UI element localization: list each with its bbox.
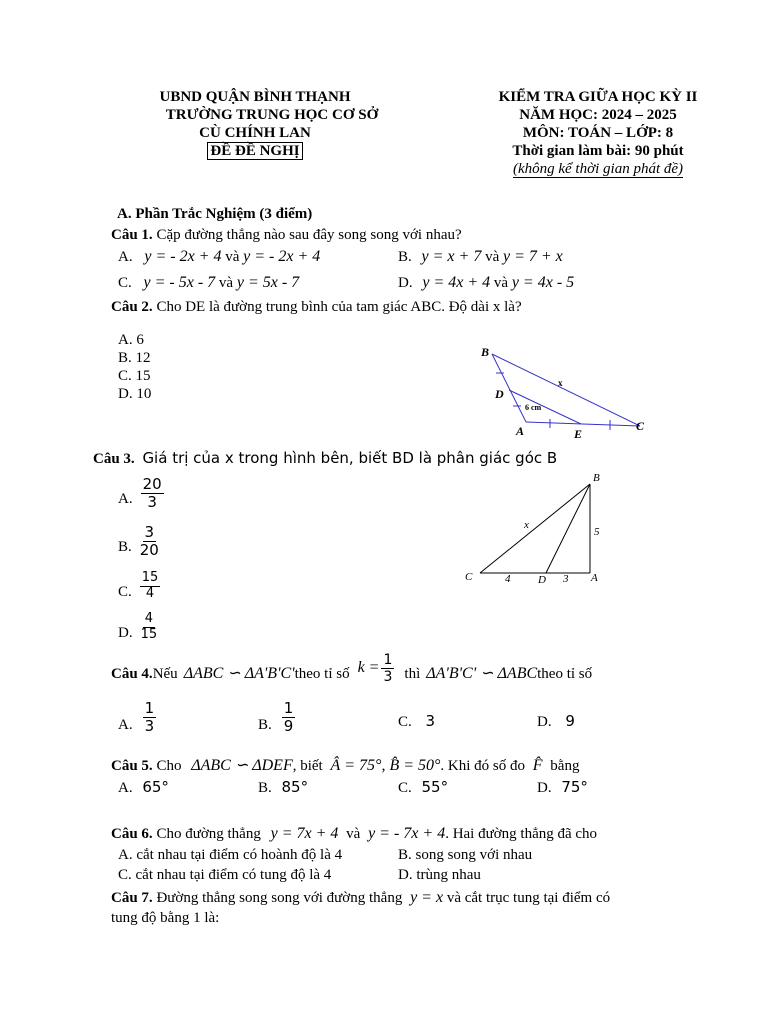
- label-b: B: [593, 472, 600, 484]
- q4-option-c[interactable]: [398, 712, 435, 731]
- q2-option-c[interactable]: C. 15: [118, 368, 151, 384]
- q5-a-letter: A.: [118, 780, 133, 796]
- q6-option-a[interactable]: A. cắt nhau tại điểm có hoành độ là 4: [118, 847, 343, 863]
- q2-text: Cho DE là đường trung bình của tam giác ABC. Độ dài x là?: [152, 299, 522, 315]
- section-a-title: A. Phần Trắc Nghiệm (3 điểm): [117, 206, 313, 222]
- q5-b-letter: B.: [258, 780, 272, 796]
- q6-tail: . Hai đường thẳng đã cho: [445, 826, 598, 842]
- q3-option-a[interactable]: [118, 476, 164, 512]
- q4-b-letter: B.: [258, 716, 272, 733]
- q5-d-value: 75°: [561, 778, 588, 796]
- q5-b-value: 85°: [281, 778, 309, 796]
- q3-c-den: 4: [145, 585, 155, 601]
- q3-option-d[interactable]: [118, 612, 157, 643]
- q1-a-eq1: y = - 2x + 4: [144, 248, 222, 265]
- q4-k: k =: [357, 659, 380, 677]
- q6-eq2: y = - 7x + 4: [368, 825, 446, 842]
- bisector-bd: [546, 484, 590, 573]
- q5-angles: Â = 75°, B̂ = 50°: [330, 757, 441, 774]
- subject-grade: MÔN: TOÁN – LỚP: 8: [522, 125, 674, 141]
- q1-a-and: và: [225, 249, 240, 265]
- q6-option-b[interactable]: B. song song với nhau: [398, 847, 533, 863]
- q4-k-fraction: [381, 652, 394, 685]
- q5-equals: bằng: [550, 758, 580, 774]
- q3-triangle-figure: [460, 468, 620, 588]
- q4-similar-2: ΔA'B'C' ∽ ΔABC: [426, 665, 538, 683]
- label-3: 3: [563, 573, 569, 585]
- q4-option-b[interactable]: [258, 700, 295, 734]
- q5-c-letter: C.: [398, 780, 412, 796]
- school-year: NĂM HỌC: 2024 – 2025: [519, 107, 677, 123]
- q3-a-letter: A.: [118, 491, 133, 508]
- q5-option-b[interactable]: [258, 778, 308, 797]
- q3-c-letter: C.: [118, 583, 132, 600]
- q5-similar: ΔABC ∽ ΔDEF: [191, 757, 293, 774]
- q3-b-letter: B.: [118, 539, 132, 556]
- q3-a-fraction: [141, 476, 164, 512]
- q5-option-c[interactable]: [398, 778, 448, 797]
- q1-c-letter: C.: [118, 275, 132, 291]
- header-right: [470, 88, 726, 178]
- label-c: C: [636, 419, 645, 433]
- q4-b-fraction: [282, 700, 296, 736]
- q4-c-letter: C.: [398, 714, 412, 730]
- q1-text: Cặp đường thẳng nào sau đây song song với nhau?: [152, 227, 462, 243]
- duration-note: (không kể thời gian phát đề): [512, 161, 684, 177]
- q5-given: Cho: [152, 758, 182, 774]
- q2-options: [118, 331, 151, 403]
- q5-option-d[interactable]: [537, 778, 588, 797]
- q1-option-a[interactable]: [118, 248, 320, 266]
- q5-then: . Khi đó số đo: [440, 758, 525, 774]
- q1-option-c[interactable]: [118, 274, 299, 292]
- exam-title: KIỂM TRA GIỮA HỌC KỲ II: [498, 89, 698, 105]
- district-name: UBND QUẬN BÌNH THẠNH: [159, 89, 351, 105]
- school-name: CÙ CHÍNH LAN: [199, 125, 311, 141]
- q5-d-letter: D.: [537, 780, 552, 796]
- q4-d-value: 9: [565, 712, 575, 730]
- q1-b-eq2: y = 7 + x: [502, 248, 563, 265]
- q3-stem: [93, 449, 557, 468]
- q3-b-den: 20: [139, 541, 159, 560]
- q6-option-c[interactable]: C. cắt nhau tại điểm có tung độ là 4: [118, 867, 332, 883]
- segment-de: [509, 390, 581, 424]
- q6-and: và: [346, 826, 361, 842]
- duration: Thời gian làm bài: 90 phút: [512, 143, 684, 159]
- q3-b-fraction: [140, 524, 159, 560]
- q4-a-num: 1: [144, 699, 155, 717]
- q4-a-letter: A.: [118, 716, 133, 733]
- q7-eq: y = x: [410, 889, 444, 906]
- q7-stem: [111, 889, 610, 907]
- q3-a-num: 20: [142, 475, 162, 493]
- q4-c-value: 3: [425, 712, 436, 730]
- q5-label: Câu 5.: [111, 758, 153, 774]
- q5-option-a[interactable]: [118, 778, 169, 797]
- label-c: C: [465, 571, 473, 583]
- q4-b-den: 9: [283, 717, 294, 736]
- q3-c-num: 15: [141, 570, 159, 585]
- q4-option-d[interactable]: [537, 712, 575, 731]
- label-a: A: [591, 572, 598, 584]
- q7-tail: và cắt trục tung tại điểm có: [446, 890, 611, 906]
- q5-knowing: , biết: [292, 758, 323, 774]
- q5-angle-f: F̂: [532, 757, 543, 774]
- q4-if: Nếu: [152, 666, 178, 683]
- q2-stem: [111, 299, 522, 316]
- q1-a-eq2: y = - 2x + 4: [243, 248, 321, 265]
- q1-stem: [111, 227, 462, 244]
- q7-stem-line2: tung độ bằng 1 là:: [111, 910, 220, 926]
- label-x: x: [524, 519, 529, 531]
- label-e: E: [574, 427, 583, 440]
- label-d: D: [538, 574, 546, 586]
- q3-option-c[interactable]: [118, 571, 160, 602]
- q3-d-num: 4: [144, 611, 153, 626]
- q1-option-b[interactable]: [398, 248, 563, 266]
- side-bc: [492, 354, 640, 426]
- q1-b-letter: B.: [398, 249, 412, 265]
- q2-option-a[interactable]: A. 6: [118, 332, 144, 348]
- label-d: D: [495, 387, 504, 401]
- q1-b-eq1: y = x + 7: [421, 248, 482, 265]
- q5-a-value: 65°: [142, 778, 169, 796]
- q3-d-letter: D.: [118, 624, 133, 641]
- q4-a-den: 3: [144, 717, 155, 736]
- label-6cm: 6 cm: [525, 403, 542, 412]
- q1-label: Câu 1.: [111, 227, 153, 243]
- q4-k-den: 3: [383, 669, 393, 686]
- q4-d-letter: D.: [537, 714, 552, 730]
- label-5: 5: [594, 526, 600, 538]
- q1-d-eq2: y = 4x - 5: [511, 274, 575, 291]
- side-ac: [526, 422, 640, 426]
- q5-stem: [111, 755, 579, 775]
- q1-c-eq1: y = - 5x - 7: [143, 274, 216, 291]
- q1-c-and: và: [218, 275, 234, 291]
- label-a: A: [516, 424, 525, 438]
- q4-ratio-text-2: theo tỉ số: [537, 666, 593, 683]
- q7-text: Đường thẳng song song với đường thẳng: [152, 890, 403, 906]
- header-left: [120, 88, 390, 160]
- label-x: x: [558, 378, 563, 388]
- q3-d-den: 15: [140, 626, 158, 642]
- q2-triangle-figure: [470, 340, 660, 440]
- q4-similar-1: ΔABC ∽ ΔA'B'C': [183, 665, 295, 683]
- q6-stem: [111, 825, 597, 843]
- q1-d-and: và: [493, 275, 509, 291]
- q6-label: Câu 6.: [111, 826, 153, 842]
- q1-d-eq1: y = 4x + 4: [422, 274, 491, 291]
- q3-c-fraction: [140, 571, 161, 602]
- q1-b-and: và: [485, 249, 500, 265]
- q3-option-b[interactable]: [118, 524, 159, 560]
- q1-c-eq2: y = 5x - 7: [236, 274, 300, 291]
- q6-given: Cho đường thẳng: [152, 826, 261, 842]
- q6-eq1: y = 7x + 4: [270, 825, 339, 842]
- label-4: 4: [505, 573, 511, 585]
- q1-option-d[interactable]: [398, 274, 574, 292]
- q3-a-den: 3: [147, 493, 157, 512]
- q4-a-fraction: [143, 700, 157, 736]
- q7-label: Câu 7.: [111, 890, 153, 906]
- q2-option-b[interactable]: B. 12: [118, 350, 151, 366]
- q5-c-value: 55°: [421, 778, 449, 796]
- q1-d-letter: D.: [398, 275, 413, 291]
- q4-b-num: 1: [283, 699, 294, 717]
- q3-b-num: 3: [144, 523, 155, 541]
- q4-label: Câu 4.: [111, 666, 153, 683]
- q6-option-d[interactable]: D. trùng nhau: [398, 867, 481, 883]
- q4-then: thì: [404, 666, 421, 683]
- proposed-exam-label: ĐỀ ĐỀ NGHỊ: [207, 142, 302, 160]
- q1-a-letter: A.: [118, 249, 133, 265]
- q2-option-d[interactable]: D. 10: [118, 386, 152, 402]
- label-b: B: [481, 345, 490, 359]
- q4-k-num: 1: [383, 652, 393, 668]
- q4-option-a[interactable]: [118, 700, 156, 734]
- q3-text: Giá trị của x trong hình bên, biết BD là phân giác góc B: [142, 449, 558, 467]
- q4-ratio-text: theo tỉ số: [294, 666, 350, 683]
- side-cb: [480, 484, 590, 573]
- q3-label: Câu 3.: [93, 451, 135, 467]
- q3-d-fraction: [141, 612, 158, 643]
- q4-stem: [111, 652, 593, 686]
- q2-label: Câu 2.: [111, 299, 153, 315]
- school-type: TRƯỜNG TRUNG HỌC CƠ SỞ: [165, 107, 379, 123]
